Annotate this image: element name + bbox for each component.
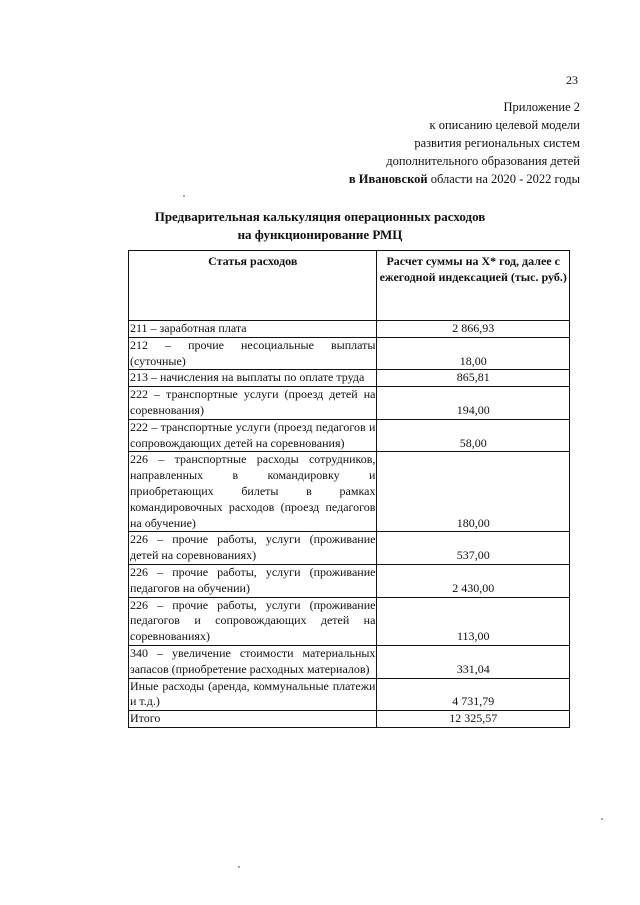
appendix-line-5	[349, 170, 580, 188]
table-row	[129, 370, 570, 387]
table-row	[129, 337, 570, 370]
row-article: 222 – транспортные услуги (проезд детей на соревнования)	[129, 387, 377, 420]
row-sum: 2 866,93	[377, 321, 570, 338]
table-row	[129, 419, 570, 452]
table-header-row	[129, 251, 570, 321]
document-title	[0, 208, 640, 244]
appendix-line-1: Приложение 2	[503, 100, 580, 114]
page-number: 23	[566, 73, 578, 87]
table-row	[129, 321, 570, 338]
row-article: 226 – прочие работы, услуги (проживание детей на соревнованиях)	[129, 532, 377, 565]
appendix-line-2: к описанию целевой модели	[429, 118, 580, 132]
document-title-line-2: на функционирование РМЦ	[237, 227, 403, 242]
row-article: 340 – увеличение стоимости материальных запасов (приобретение расходных материалов)	[129, 645, 377, 678]
row-sum: 2 430,00	[377, 564, 570, 597]
table-row	[129, 597, 570, 645]
row-article: 226 – транспортные расходы сотрудников, направленных в командировку и приобретающих билеты в рамках командировочных расходов (проезд педагогов на обучение)	[129, 452, 377, 532]
row-sum: 331,04	[377, 645, 570, 678]
table-row	[129, 532, 570, 565]
table-row	[129, 678, 570, 711]
row-article: 211 – заработная плата	[129, 321, 377, 338]
row-sum: 58,00	[377, 419, 570, 452]
document-title-line-1: Предварительная калькуляция операционных расходов	[154, 209, 486, 224]
header-sum: Расчет суммы на X* год, далее с ежегодной индексацией (тыс. руб.)	[377, 251, 570, 321]
row-sum: 537,00	[377, 532, 570, 565]
total-label: Итого	[129, 711, 377, 728]
appendix-line-5-suffix: области на 2020 - 2022 годы	[427, 172, 580, 186]
total-sum: 12 325,57	[377, 711, 570, 728]
row-sum: 865,81	[377, 370, 570, 387]
appendix-line-5-prefix: в Ивановской	[348, 172, 428, 186]
row-sum: 180,00	[377, 452, 570, 532]
scan-speck	[601, 818, 603, 820]
table-row	[129, 564, 570, 597]
row-sum: 194,00	[377, 387, 570, 420]
row-article: 212 – прочие несоциальные выплаты (суточные)	[129, 337, 377, 370]
appendix-caption	[349, 98, 580, 188]
row-sum: 18,00	[377, 337, 570, 370]
cost-table	[128, 250, 570, 728]
appendix-line-3: развития региональных систем	[414, 136, 580, 150]
row-article: 226 – прочие работы, услуги (проживание педагогов на обучении)	[129, 564, 377, 597]
table-row	[129, 645, 570, 678]
appendix-line-4: дополнительного образования детей	[386, 154, 580, 168]
row-article: 226 – прочие работы, услуги (проживание педагогов и сопровождающих детей на соревнованиях)	[129, 597, 377, 645]
table-row	[129, 452, 570, 532]
row-sum: 113,00	[377, 597, 570, 645]
header-article: Статья расходов	[129, 251, 377, 321]
scan-speck	[183, 195, 185, 197]
row-article: Иные расходы (аренда, коммунальные платежи и т.д.)	[129, 678, 377, 711]
table-total-row	[129, 711, 570, 728]
table-row	[129, 387, 570, 420]
row-article: 213 – начисления на выплаты по оплате труда	[129, 370, 377, 387]
row-article: 222 – транспортные услуги (проезд педагогов и сопровождающих детей на соревнования)	[129, 419, 377, 452]
row-sum: 4 731,79	[377, 678, 570, 711]
scan-speck	[238, 866, 240, 868]
